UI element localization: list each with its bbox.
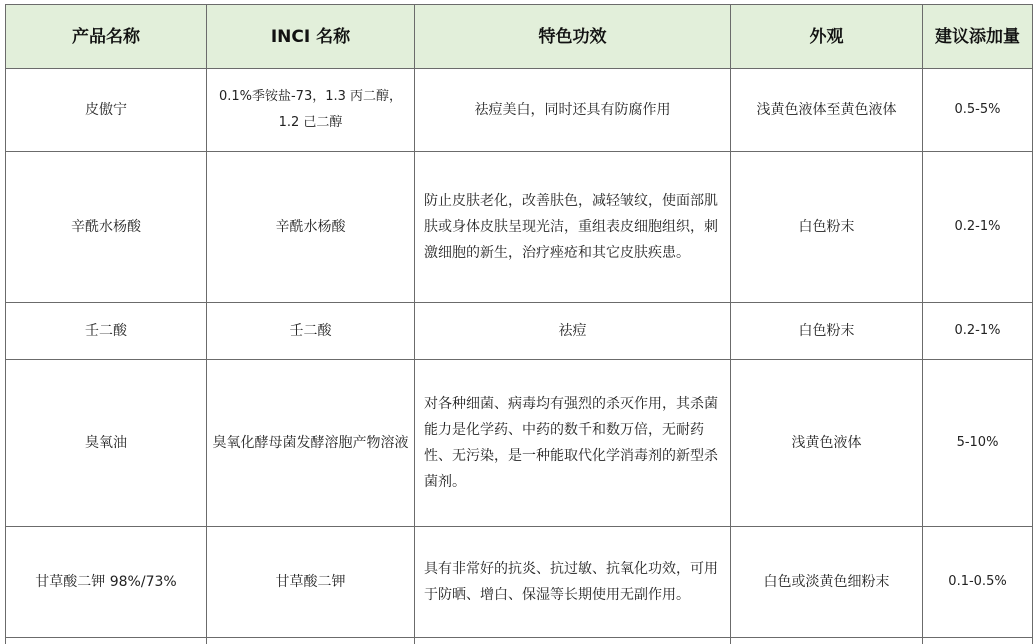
cell-dosage[interactable]: 0.1-0.5% <box>923 527 1033 638</box>
cell-inci[interactable]: 0.1%季铵盐-73，1.3 丙二醇，1.2 己二醇 <box>207 69 415 152</box>
cell-dosage[interactable]: 0.2-1% <box>923 152 1033 303</box>
table-row-partial <box>6 638 1033 644</box>
table-row <box>6 69 1033 152</box>
cell-effect[interactable]: 对各种细菌、病毒均有强烈的杀灭作用，其杀菌能力是化学药、中药的数千和数万倍，无耐药性、无污染，是一种能取代化学消毒剂的新型杀菌剂。 <box>415 360 731 527</box>
header-appearance[interactable]: 外观 <box>731 5 923 69</box>
cell-empty[interactable] <box>207 638 415 644</box>
cell-appearance[interactable]: 浅黄色液体至黄色液体 <box>731 69 923 152</box>
ingredient-table <box>5 4 1033 644</box>
spreadsheet <box>5 4 1036 644</box>
table-row <box>6 360 1033 527</box>
cell-effect[interactable]: 祛痘美白，同时还具有防腐作用 <box>415 69 731 152</box>
cell-effect[interactable]: 祛痘 <box>415 303 731 360</box>
cell-effect[interactable]: 具有非常好的抗炎、抗过敏、抗氧化功效，可用于防晒、增白、保湿等长期使用无副作用。 <box>415 527 731 638</box>
cell-appearance[interactable]: 浅黄色液体 <box>731 360 923 527</box>
table-row <box>6 303 1033 360</box>
cell-appearance[interactable]: 白色粉末 <box>731 303 923 360</box>
cell-effect[interactable]: 防止皮肤老化，改善肤色，减轻皱纹，使面部肌肤或身体皮肤呈现光洁，重组表皮细胞组织，刺激细胞的新生，治疗痤疮和其它皮肤疾患。 <box>415 152 731 303</box>
cell-inci[interactable]: 臭氧化酵母菌发酵溶胞产物溶液 <box>207 360 415 527</box>
cell-dosage[interactable]: 5-10% <box>923 360 1033 527</box>
header-row <box>6 5 1033 69</box>
cell-appearance[interactable]: 白色或淡黄色细粉末 <box>731 527 923 638</box>
header-product-name[interactable]: 产品名称 <box>6 5 207 69</box>
cell-empty[interactable] <box>6 638 207 644</box>
header-inci-name[interactable]: INCI 名称 <box>207 5 415 69</box>
cell-inci[interactable]: 壬二酸 <box>207 303 415 360</box>
table-row <box>6 527 1033 638</box>
cell-empty[interactable] <box>731 638 923 644</box>
cell-inci[interactable]: 甘草酸二钾 <box>207 527 415 638</box>
cell-empty[interactable] <box>923 638 1033 644</box>
cell-product-name[interactable]: 臭氧油 <box>6 360 207 527</box>
header-effect[interactable]: 特色功效 <box>415 5 731 69</box>
header-dosage[interactable]: 建议添加量 <box>923 5 1033 69</box>
cell-product-name[interactable]: 辛酰水杨酸 <box>6 152 207 303</box>
cell-product-name[interactable]: 皮傲宁 <box>6 69 207 152</box>
cell-inci[interactable]: 辛酰水杨酸 <box>207 152 415 303</box>
cell-empty[interactable] <box>415 638 731 644</box>
cell-dosage[interactable]: 0.2-1% <box>923 303 1033 360</box>
table-row <box>6 152 1033 303</box>
cell-product-name[interactable]: 壬二酸 <box>6 303 207 360</box>
cell-appearance[interactable]: 白色粉末 <box>731 152 923 303</box>
cell-product-name[interactable]: 甘草酸二钾 98%/73% <box>6 527 207 638</box>
cell-dosage[interactable]: 0.5-5% <box>923 69 1033 152</box>
